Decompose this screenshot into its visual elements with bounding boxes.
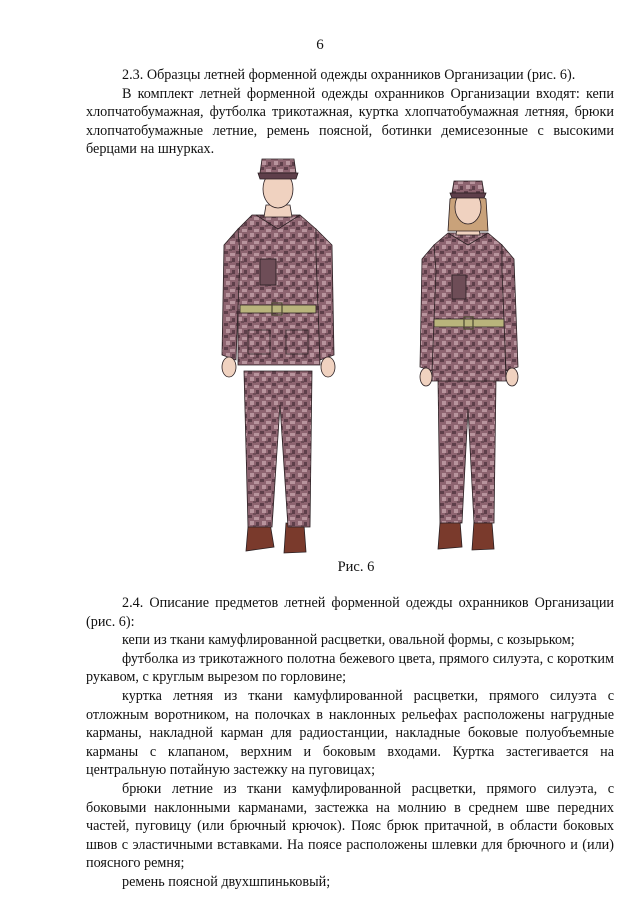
female-belt: [434, 319, 504, 327]
female-figure: [420, 181, 518, 550]
list-item: футболка из трикотажного полотна бежевого цвета, прямого силуэта, с коротким рукавом, с круглым вырезом по горловине;: [86, 650, 614, 686]
female-hand-left: [420, 368, 432, 386]
list-item: брюки летние из ткани камуфлированной расцветки, прямого силуэта, с боковыми наклонными карманами, застежка на молнию в среднем шве передних частей, пуговицу (или брючный крючок). Пояс брюк притачной, в области боковых швов с эластичными вставками. На поясе расположены шлевки для брючного и (или) поясного ремня;: [86, 780, 614, 872]
male-trousers: [244, 371, 312, 527]
male-hand-left: [222, 357, 236, 377]
female-radio-pocket: [452, 275, 466, 299]
male-radio-pocket: [260, 259, 276, 285]
female-hand-right: [506, 368, 518, 386]
list-item: ремень поясной двухшпиньковый;: [122, 873, 331, 890]
female-jacket: [432, 233, 506, 381]
female-cap: [452, 181, 484, 193]
section-2-3-heading: 2.3. Образцы летней форменной одежды охранников Организации (рис. 6).: [122, 67, 576, 83]
male-boots: [246, 523, 306, 553]
female-boots: [438, 521, 494, 550]
male-cap: [260, 159, 296, 173]
male-sleeve-left: [222, 229, 240, 360]
page-number: 6: [316, 37, 324, 53]
male-belt: [240, 305, 316, 313]
section-2-4-heading: 2.4. Описание предметов летней форменной одежды охранников Организации (рис. 6):: [86, 595, 614, 630]
section-2-3: [86, 66, 614, 159]
male-figure: [222, 159, 335, 553]
section-2-3-body: В комплект летней форменной одежды охранников Организации входят: кепи хлопчатобумажная, футболка трикотажная, куртка хлопчатобумажная летняя, брюки хлопчатобумажные летние, ремень поясной, ботинки демисезонные с высокими берцами на шнурках.: [86, 85, 614, 158]
figure-caption: Рис. 6: [337, 559, 375, 575]
uniform-illustration: [200, 155, 540, 560]
female-trousers: [438, 379, 496, 523]
section-2-4: [86, 594, 614, 892]
list-item: кепи из ткани камуфлированной расцветки, овальной формы, с козырьком;: [122, 632, 575, 649]
male-hand-right: [321, 357, 335, 377]
list-item: куртка летняя из ткани камуфлированной расцветки, прямого силуэта с отложным воротником, на полочках в наклонных рельефах расположены нагрудные карманы, накладной карман для радиостанции, накладные боковые полуобъемные карманы с клапаном, верхним и боковым входами. Куртка застегивается на центральную потайную застежку на пуговицах;: [86, 687, 614, 779]
